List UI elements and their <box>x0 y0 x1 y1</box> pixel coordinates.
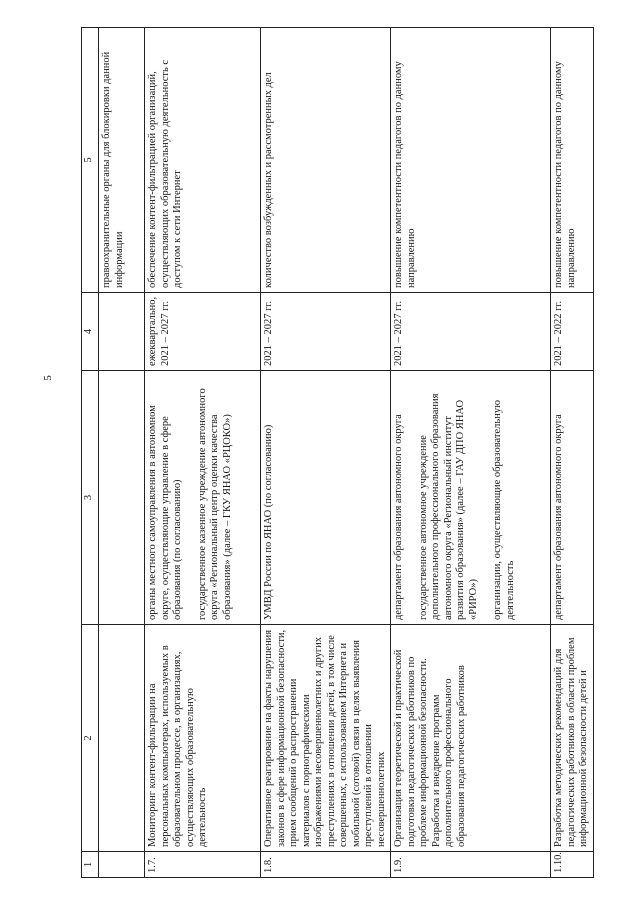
cell-number: 1.10. <box>551 852 594 878</box>
page-number: 5 <box>42 375 54 381</box>
cell-term: 2021 – 2027 гг. <box>391 293 551 371</box>
table-row <box>551 28 594 878</box>
cell-term: ежеквартально, 2021 – 2027 гг. <box>145 293 261 371</box>
cell-result: обеспечение контент-фильтрацией организаций, осуществляющих образовательную деятельность с доступом к сети Интернет <box>145 28 261 293</box>
measures-table <box>81 27 594 878</box>
cell-executor <box>551 371 594 625</box>
cell-empty <box>99 371 145 625</box>
cell-empty <box>99 625 145 852</box>
cell-term: 2021 – 2027 гг. <box>261 293 391 371</box>
cell-number: 1.8. <box>261 852 391 878</box>
table-row <box>391 28 551 878</box>
table-row <box>145 28 261 878</box>
rotated-table-page <box>81 28 589 878</box>
executor-item: государственное автономное учреждение дополнительного профессионального образования автономного округа «Региональный институт развития образования» (далее – ГАУ ДПО ЯНАО «РИРО») <box>417 393 479 620</box>
cell-executor <box>145 371 261 625</box>
cell-result: правоохранительные органы для блокировки данной информации <box>99 28 145 293</box>
cell-action: Разработка методических рекомендаций для педагогических работников в области проблем информационной безопасности детей и <box>551 625 594 852</box>
table-header-row <box>82 28 99 878</box>
cell-action: Мониторинг контент-фильтрации на персональных компьютерах, используемых в образовательном процессе, в организациях, осуществляющих образовательную деятельность <box>145 625 261 852</box>
cell-empty <box>99 293 145 371</box>
executor-item: департамент образования автономного округа <box>393 414 404 620</box>
cell-action: Организация теоретической и практической подготовки педагогических работников по проблеме информационной безопасности. Разработка и внедрение программ дополнительного профессионального образования педагогических работников <box>391 625 551 852</box>
header-col-2: 2 <box>82 625 99 852</box>
executor-item: УМВД России по ЯНАО (по согласованию) <box>263 424 274 620</box>
cell-result: повышение компетентности педагогов по данному направлению <box>391 28 551 293</box>
header-col-1: 1 <box>82 852 99 878</box>
cell-executor <box>391 371 551 625</box>
executor-item: организации, осуществляющие образовательную деятельность <box>492 400 516 620</box>
header-col-4: 4 <box>82 293 99 371</box>
executor-item: департамент образования автономного округа <box>553 414 564 620</box>
cell-empty <box>99 852 145 878</box>
cell-number: 1.7. <box>145 852 261 878</box>
cell-term: 2021 – 2022 гг. <box>551 293 594 371</box>
cell-result: количество возбужденных и рассмотренных дел <box>261 28 391 293</box>
header-col-5: 5 <box>82 28 99 293</box>
table-row <box>261 28 391 878</box>
cell-action: Оперативное реагирование на факты нарушения законов в сфере информационной безопасности, прием сообщений о распространении материалов с порнографическими изображениями несовершеннолетних и других преступлениях в отношении детей, в том числе совершенных, с использованием Интернета и мобильной (сотовой) связи в целях выявления преступлений в отношении несовершеннолетних <box>261 625 391 852</box>
cell-result: повышение компетентности педагогов по данному направлению <box>551 28 594 293</box>
executor-item: органы местного самоуправления в автономном округе, осуществляющие управление в сфере образования (по согласованию) <box>147 405 183 620</box>
header-col-3: 3 <box>82 371 99 625</box>
executor-item: государственное казенное учреждение автономного округа «Региональный центр оценки качества образования» (далее – ГКУ ЯНАО «РЦОКО») <box>196 388 233 620</box>
cell-number: 1.9. <box>391 852 551 878</box>
cell-executor <box>261 371 391 625</box>
table-row-continuation <box>99 28 145 878</box>
